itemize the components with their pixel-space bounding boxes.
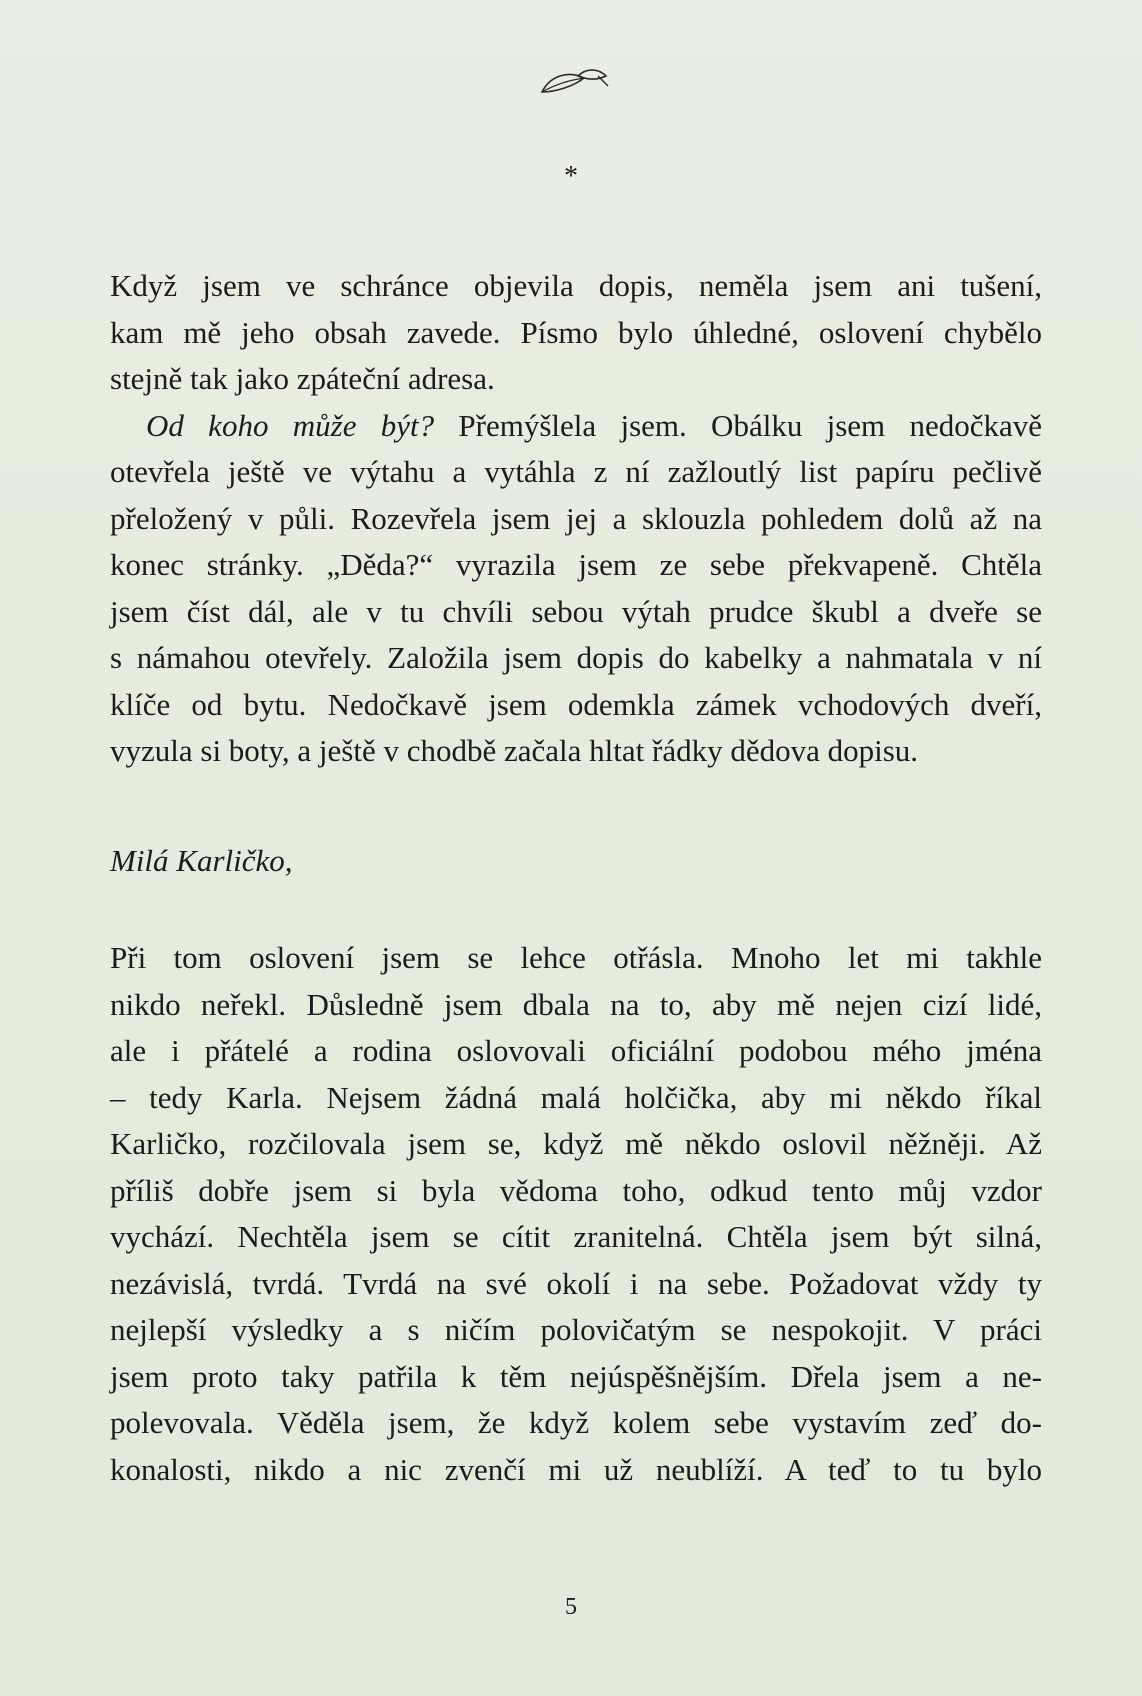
- italic-question: Od koho může být?: [146, 407, 435, 443]
- text-line: jsem proto taky patřila k těm nejúspěšnějším. Dřela jsem a ne-: [110, 1358, 1042, 1394]
- text-line: [110, 403, 1042, 450]
- text-line: vychází. Nechtěla jsem se cítit zranitelná. Chtěla jsem být silná,: [110, 1219, 1042, 1254]
- text-line: polevovala. Věděla jsem, že když kolem sebe vystavím zeď do-: [110, 1405, 1042, 1440]
- text-line: ale i přátelé a rodina oslovovali oficiální podobou mého jména: [110, 1033, 1042, 1068]
- salutation-text: Milá Karličko,: [110, 843, 293, 878]
- text-line: Když jsem ve schránce objevila dopis, neměla jsem ani tušení,: [110, 268, 1042, 303]
- letter-salutation: [110, 838, 1042, 885]
- text-line: přeložený v půli. Rozevřela jsem jej a sklouzla pohledem dolů až na: [110, 500, 1042, 536]
- text-line: Při tom oslovení jsem se lehce otřásla. Mnoho let mi takhle: [110, 940, 1042, 975]
- text-line: kam mě jeho obsah zavede. Písmo bylo úhledné, oslovení chybělo: [110, 314, 1042, 350]
- text-line: nejlepší výsledky a s ničím polovičatým se nespokojit. V práci: [110, 1312, 1042, 1347]
- text-line: konec stránky. „Děda?“ vyrazila jsem ze sebe překvapeně. Chtěla: [110, 547, 1042, 582]
- leaf-ornament-icon: [538, 62, 618, 102]
- text-line: příliš dobře jsem si byla vědoma toho, odkud tento můj vzdor: [110, 1172, 1042, 1208]
- text-line-rest: Přemýšlela jsem. Obálku jsem nedočkavě: [434, 407, 1042, 443]
- text-line: Karličko, rozčilovala jsem se, když mě někdo oslovil něžněji. Až: [110, 1126, 1042, 1161]
- paragraph-3: [110, 935, 1042, 1493]
- text-line: otevřela ještě ve výtahu a vytáhla z ní zažloutlý list papíru pečlivě: [110, 454, 1042, 489]
- text-line: nezávislá, tvrdá. Tvrdá na své okolí i na sebe. Požadovat vždy ty: [110, 1265, 1042, 1301]
- text-line: s námahou otevřely. Založila jsem dopis do kabelky a nahmatala v ní: [110, 640, 1042, 675]
- text-line: jsem číst dál, ale v tu chvíli sebou výtah prudce škubl a dveře se: [110, 593, 1042, 629]
- text-line: – tedy Karla. Nejsem žádná malá holčička, aby mi někdo říkal: [110, 1079, 1042, 1115]
- page-number: 5: [565, 1594, 577, 1620]
- text-line: klíče od bytu. Nedočkavě jsem odemkla zámek vchodových dveří,: [110, 686, 1042, 722]
- paragraph-1: [110, 263, 1042, 775]
- text-line: konalosti, nikdo a nic zvenčí mi už neublíží. A teď to tu bylo: [110, 1451, 1042, 1487]
- text-line: nikdo neřekl. Důsledně jsem dbala na to, aby mě nejen cizí lidé,: [110, 986, 1042, 1022]
- text-line: vyzula si boty, a ještě v chodbě začala hltat řádky dědova dopisu.: [110, 733, 919, 768]
- text-line: stejně tak jako zpáteční adresa.: [110, 361, 495, 396]
- scene-break-marker: *: [564, 161, 578, 192]
